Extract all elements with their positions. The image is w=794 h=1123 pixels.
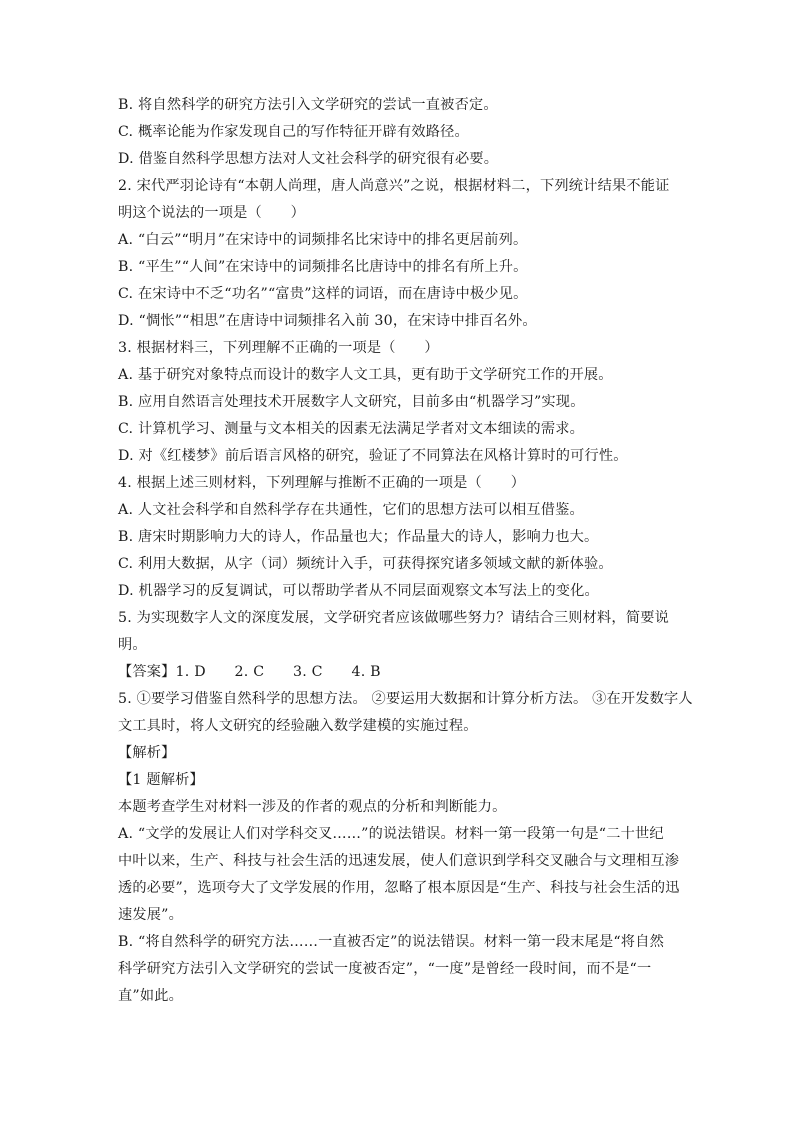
analysis-b-line-3: 直”如此。 bbox=[118, 988, 184, 1004]
question-3: 3. 根据材料三，下列理解不正确的一项是（ ） bbox=[118, 340, 439, 356]
document-body bbox=[118, 92, 693, 1010]
option-4c: C. 利用大数据，从字（词）频统计入手，可获得探究诸多领域文献的新体验。 bbox=[118, 556, 613, 572]
analysis-heading: 【解析】 bbox=[118, 745, 176, 761]
question-5-line-1: 5. 为实现数字人文的深度发展，文学研究者应该做哪些努力？请结合三则材料，简要说 bbox=[118, 610, 669, 626]
option-3c: C. 计算机学习、测量与文本相关的因素无法满足学者对文本细读的需求。 bbox=[118, 421, 584, 437]
question-4: 4. 根据上述三则材料，下列理解与推断不正确的一项是（ ） bbox=[118, 475, 526, 491]
option-1c: C. 概率论能为作家发现自己的写作特征开辟有效路径。 bbox=[118, 124, 469, 140]
question-2-line-1: 2. 宋代严羽论诗有“本朝人尚理，唐人尚意兴”之说，根据材料二，下列统计结果不能证 bbox=[118, 178, 670, 194]
analysis-b-line-2: 科学研究方法引入文学研究的尝试一度被否定”，“一度”是曾经一段时间，而不是“一 bbox=[118, 961, 652, 977]
analysis-a-line-1: A. “文学的发展让人们对学科交叉……”的说法错误。材料一第一段第一句是“二十世纪 bbox=[118, 826, 664, 842]
option-1d: D. 借鉴自然科学思想方法对人文社会科学的研究很有必要。 bbox=[118, 151, 499, 167]
option-2c: C. 在宋诗中不乏“功名”“富贵”这样的词语，而在唐诗中极少见。 bbox=[118, 286, 528, 302]
option-4b: B. 唐宋时期影响力大的诗人，作品量也大；作品量大的诗人，影响力也大。 bbox=[118, 529, 599, 545]
option-3b: B. 应用自然语言处理技术开展数字人文研究，目前多由“机器学习”实现。 bbox=[118, 394, 585, 410]
analysis-a-line-2: 中叶以来，生产、科技与社会生活的迅速发展，使人们意识到学科交叉融合与文理相互渗 bbox=[118, 853, 680, 869]
answer-5-line-1: 5. ①要学习借鉴自然科学的思想方法。 ②要运用大数据和计算分析方法。 ③在开发数字人 bbox=[118, 691, 693, 707]
analysis-b-line-1: B. “将自然科学的研究方法……一直被否定”的说法错误。材料一第一段末尾是“将自然 bbox=[118, 934, 664, 950]
option-3a: A. 基于研究对象特点而设计的数字人文工具，更有助于文学研究工作的开展。 bbox=[118, 367, 613, 383]
option-1b: B. 将自然科学的研究方法引入文学研究的尝试一直被否定。 bbox=[118, 97, 498, 113]
option-2b: B. “平生”“人间”在宋诗中的词频排名比唐诗中的排名有所上升。 bbox=[118, 259, 528, 275]
analysis-q1-intro: 本题考查学生对材料一涉及的作者的观点的分析和判断能力。 bbox=[118, 799, 507, 815]
option-2a: A. “白云”“明月”在宋诗中的词频排名比宋诗中的排名更居前列。 bbox=[118, 232, 528, 248]
analysis-a-line-3: 透的必要”，选项夸大了文学发展的作用，忽略了根本原因是“生产、科技与社会生活的迅 bbox=[118, 880, 680, 896]
analysis-q1-heading: 【1 题解析】 bbox=[118, 772, 204, 788]
option-3d: D. 对《红楼梦》前后语言风格的研究，验证了不同算法在风格计算时的可行性。 bbox=[118, 448, 628, 464]
question-5-line-2: 明。 bbox=[118, 637, 147, 653]
answer-5-line-2: 文工具时，将人文研究的经验融入数学建模的实施过程。 bbox=[118, 718, 478, 734]
question-2-line-2: 明这个说法的一项是（ ） bbox=[118, 205, 306, 221]
analysis-a-line-4: 速发展”。 bbox=[118, 907, 184, 923]
answer-key: 【答案】1. D 2. C 3. C 4. B bbox=[118, 664, 381, 680]
option-4d: D. 机器学习的反复调试，可以帮助学者从不同层面观察文本写法上的变化。 bbox=[118, 583, 599, 599]
option-4a: A. 人文社会科学和自然科学存在共通性，它们的思想方法可以相互借鉴。 bbox=[118, 502, 584, 518]
option-2d: D. “惆怅”“相思”在唐诗中词频排名入前 30，在宋诗中排百名外。 bbox=[118, 313, 537, 329]
